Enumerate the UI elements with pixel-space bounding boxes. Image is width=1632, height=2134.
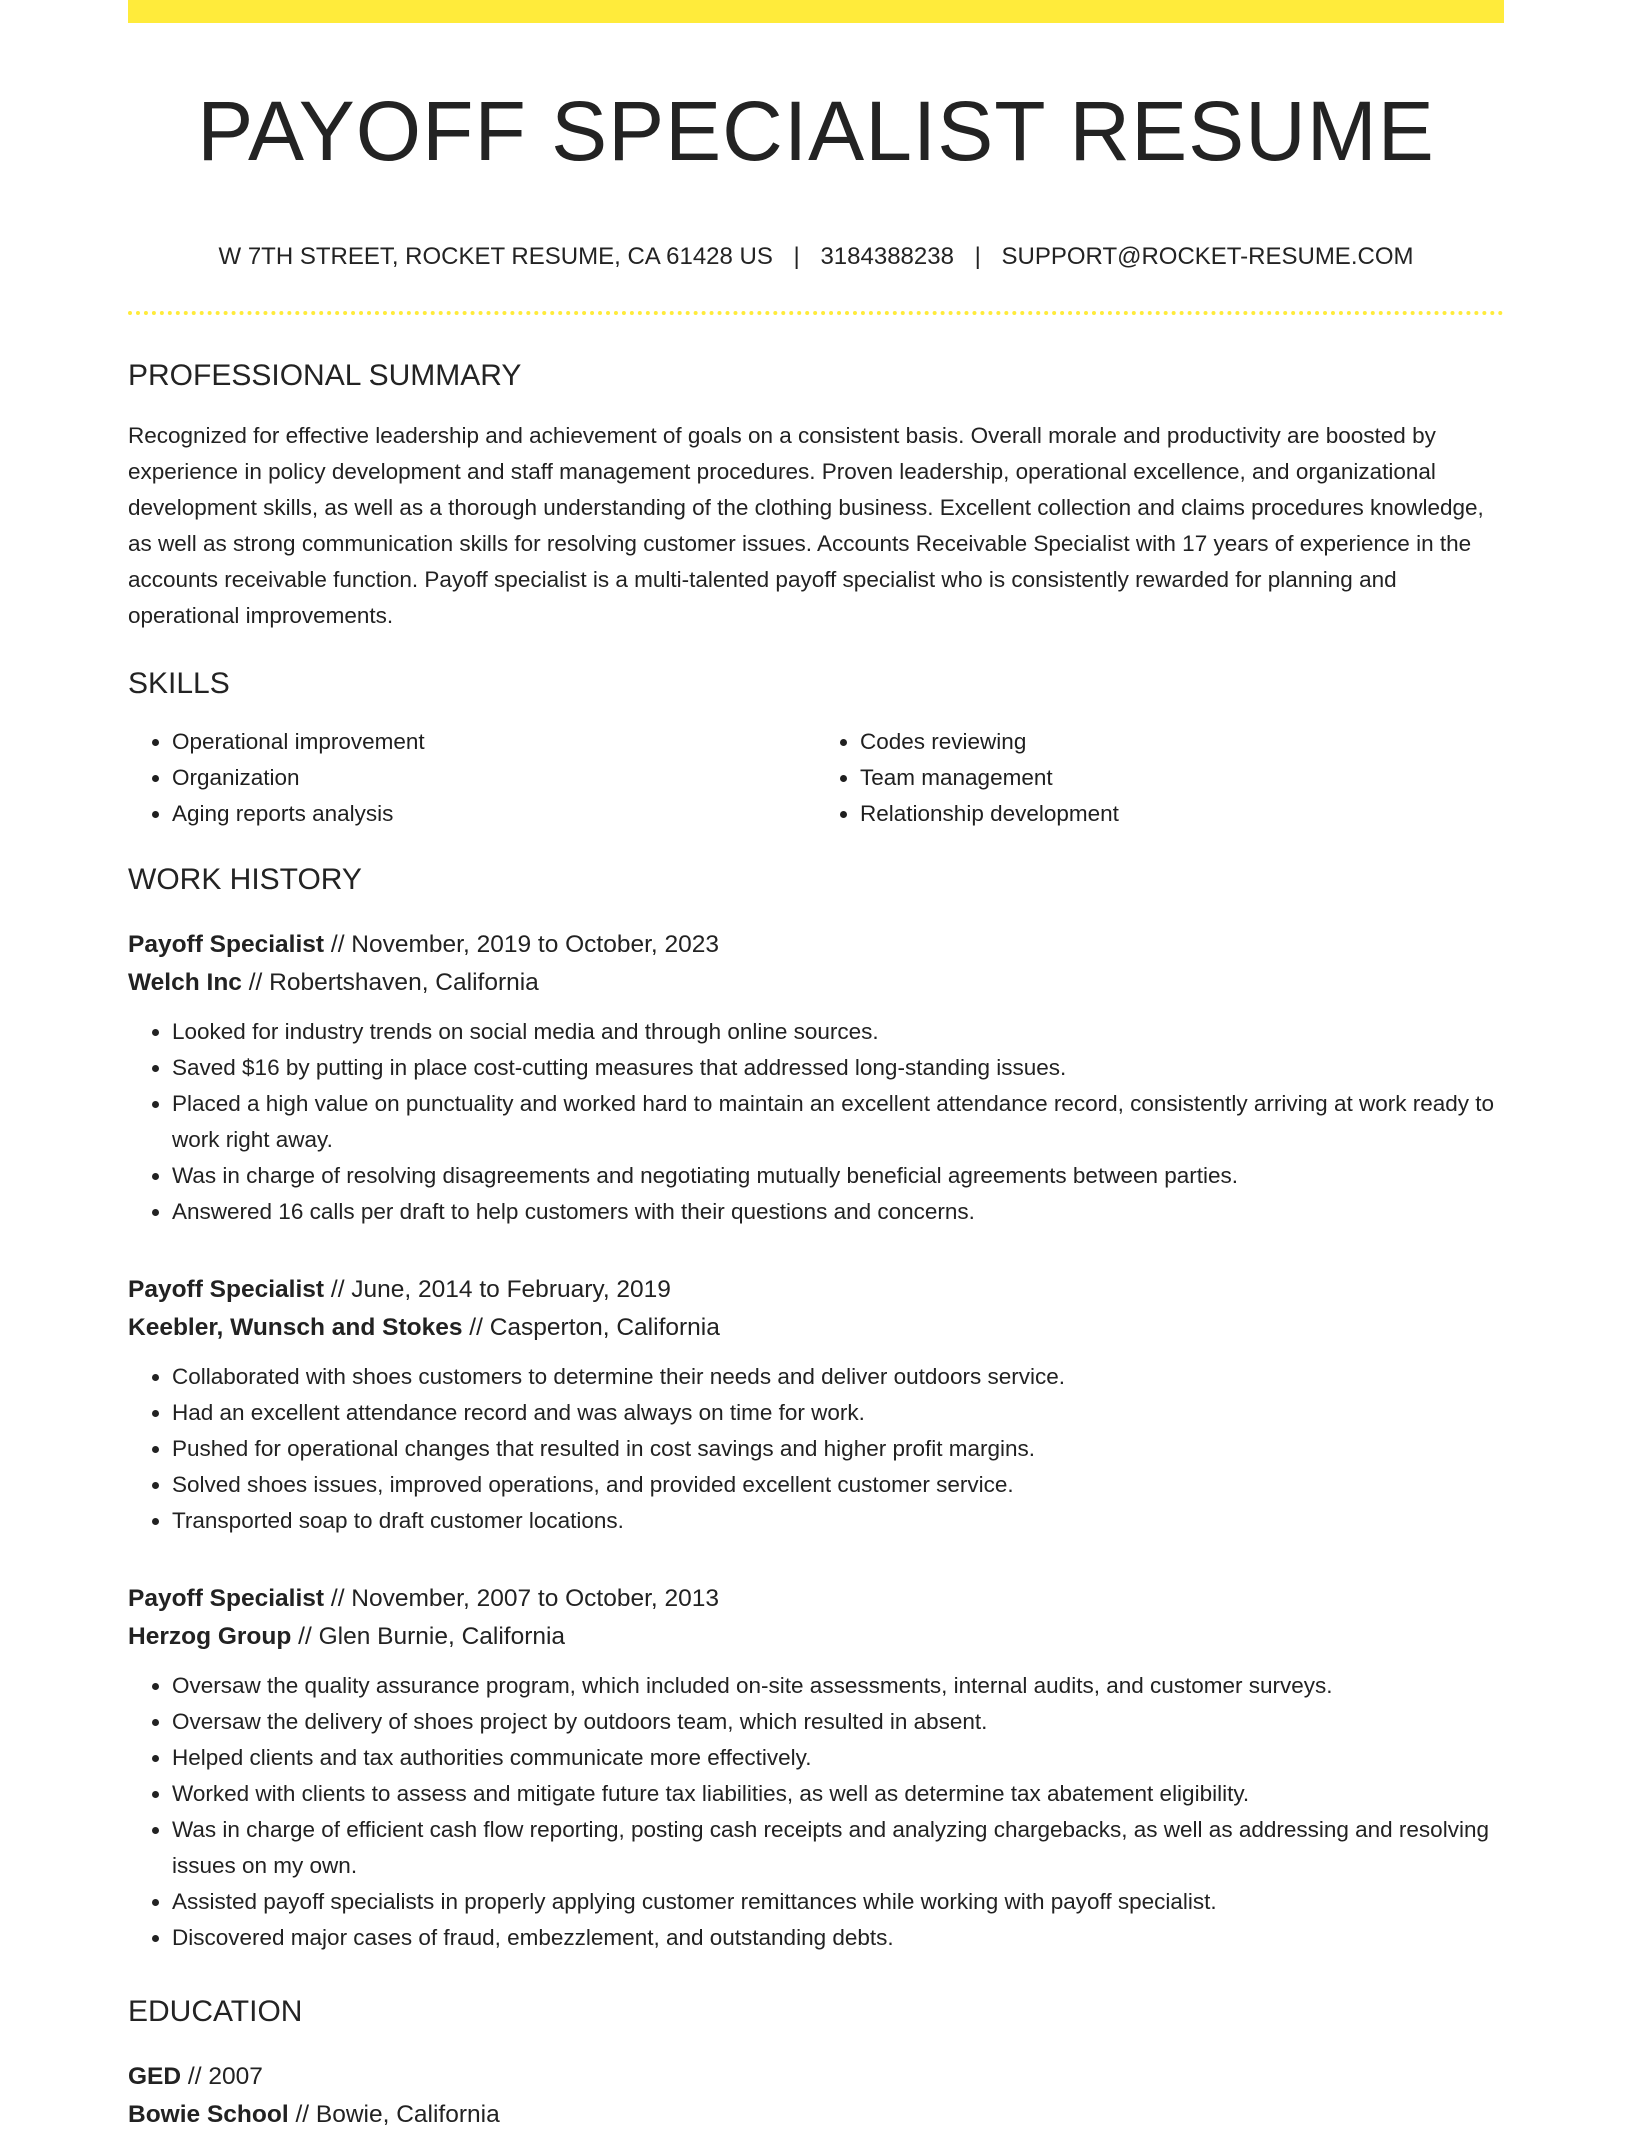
skill-item: • Operational improvement: [172, 724, 816, 760]
job-title-line: [128, 1580, 1504, 1618]
education-heading: EDUCATION: [128, 1994, 303, 2028]
job-bullet: • Pushed for operational changes that resulted in cost savings and higher profit margins.: [172, 1431, 1504, 1467]
contact-line: [128, 243, 1504, 272]
job-bullet: • Solved shoes issues, improved operations, and provided excellent customer service.: [172, 1467, 1504, 1503]
skills-list: [128, 724, 1504, 832]
contact-address: W 7TH STREET, ROCKET RESUME, CA 61428 US: [218, 243, 773, 270]
job-bullet: • Assisted payoff specialists in properly applying customer remittances while working with payoff specialist.: [172, 1884, 1504, 1920]
work-history-heading: WORK HISTORY: [128, 862, 362, 896]
job-bullets: [128, 1359, 1504, 1539]
job-bullet: • Discovered major cases of fraud, embezzlement, and outstanding debts.: [172, 1920, 1504, 1956]
job-title: Payoff Specialist: [128, 1584, 325, 1612]
job-bullet: • Worked with clients to assess and mitigate future tax liabilities, as well as determine tax abatement eligibility.: [172, 1776, 1504, 1812]
education-entry: [128, 2058, 1504, 2134]
job-bullet: • Saved $16 by putting in place cost-cutting measures that addressed long-standing issues.: [172, 1050, 1504, 1086]
job-dates: // November, 2007 to October, 2013: [324, 1584, 720, 1612]
job-bullet: • Oversaw the quality assurance program, which included on-site assessments, internal audits, and customer surveys.: [172, 1668, 1504, 1704]
contact-email: SUPPORT@ROCKET-RESUME.COM: [1001, 243, 1414, 270]
summary-heading: PROFESSIONAL SUMMARY: [128, 358, 522, 392]
job-dates: // June, 2014 to February, 2019: [324, 1275, 671, 1303]
job-bullet: • Looked for industry trends on social media and through online sources.: [172, 1014, 1504, 1050]
job-bullet: • Answered 16 calls per draft to help customers with their questions and concerns.: [172, 1194, 1504, 1230]
education-degree: GED: [128, 2062, 182, 2090]
job-company: Welch Inc: [128, 968, 242, 996]
job-company-line: [128, 964, 1504, 1002]
job-title-line: [128, 1271, 1504, 1309]
contact-separator: |: [974, 243, 981, 270]
resume-page: [128, 0, 1504, 2134]
skill-item: • Aging reports analysis: [172, 796, 816, 832]
job-title: Payoff Specialist: [128, 1275, 325, 1303]
contact-phone: 3184388238: [820, 243, 954, 270]
resume-title: PAYOFF SPECIALIST RESUME: [197, 84, 1435, 178]
accent-top-bar: [128, 0, 1504, 23]
skills-heading: SKILLS: [128, 666, 230, 700]
skills-column-left: [128, 724, 816, 832]
education-school-line: [128, 2096, 1504, 2134]
education-location: // Bowie, California: [288, 2100, 500, 2128]
job-company-line: [128, 1618, 1504, 1656]
summary-text: Recognized for effective leadership and achievement of goals on a consistent basis. Overall morale and productivity are boosted by experience in policy development and staff management procedures. Proven leadership, operational excellence, and organizational development skills, as well as a thorough understanding of the clothing business. Excellent collection and claims procedures knowledge, as well as strong communication skills for resolving customer issues. Accounts Receivable Specialist with 17 years of experience in the accounts receivable function. Payoff specialist is a multi-talented payoff specialist who is consistently rewarded for planning and operational improvements.: [128, 422, 1484, 628]
header-divider: [128, 311, 1504, 315]
job-location: // Casperton, California: [462, 1313, 720, 1341]
education-degree-line: [128, 2058, 1504, 2096]
job-title: Payoff Specialist: [128, 930, 325, 958]
job-title-line: [128, 926, 1504, 964]
job-bullet: • Helped clients and tax authorities communicate more effectively.: [172, 1740, 1504, 1776]
job-bullet: • Was in charge of efficient cash flow reporting, posting cash receipts and analyzing chargebacks, as well as addressing and resolving issues on my own.: [172, 1812, 1504, 1884]
education-year: // 2007: [181, 2062, 263, 2090]
skill-item: • Team management: [860, 760, 1504, 796]
job-company-line: [128, 1309, 1504, 1347]
skill-item: • Organization: [172, 760, 816, 796]
job-bullet: • Transported soap to draft customer locations.: [172, 1503, 1504, 1539]
job-bullets: [128, 1668, 1504, 1956]
job-location: // Glen Burnie, California: [291, 1622, 566, 1650]
skill-item: • Codes reviewing: [860, 724, 1504, 760]
job-bullet: • Was in charge of resolving disagreements and negotiating mutually beneficial agreements between parties.: [172, 1158, 1504, 1194]
job-location: // Robertshaven, California: [241, 968, 539, 996]
education-school: Bowie School: [128, 2100, 289, 2128]
skills-column-right: [816, 724, 1504, 832]
job-bullet: • Placed a high value on punctuality and worked hard to maintain an excellent attendance record, consistently arriving at work ready to work right away.: [172, 1086, 1504, 1158]
job-entry: [128, 1271, 1504, 1539]
job-company: Herzog Group: [128, 1622, 292, 1650]
contact-separator: |: [793, 243, 800, 270]
job-bullets: [128, 1014, 1504, 1230]
job-entry: [128, 926, 1504, 1230]
skill-item: • Relationship development: [860, 796, 1504, 832]
job-bullet: • Oversaw the delivery of shoes project by outdoors team, which resulted in absent.: [172, 1704, 1504, 1740]
job-dates: // November, 2019 to October, 2023: [324, 930, 720, 958]
job-entry: [128, 1580, 1504, 1956]
job-bullet: • Collaborated with shoes customers to determine their needs and deliver outdoors service.: [172, 1359, 1504, 1395]
job-company: Keebler, Wunsch and Stokes: [128, 1313, 463, 1341]
job-bullet: • Had an excellent attendance record and was always on time for work.: [172, 1395, 1504, 1431]
